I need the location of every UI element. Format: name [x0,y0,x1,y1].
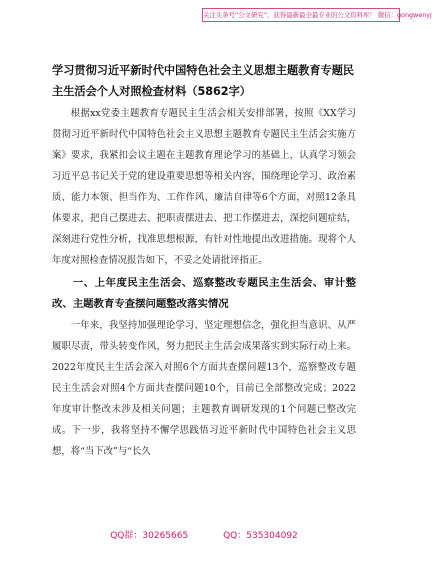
intro-paragraph: 根据xx党委主题教育专题民主生活会相关安排部署，按照《XX学习贯彻习近平新时代中国特色社会主义思想主题教育专题民主生活会实施方案》要求，我紧扣会议主题在主题教育理论学习的基础上，认真学习领会习近平总书记关于党的建设重要思想等相关内容，围绕理论学习、政治素质、能力本领、担当作为、工作作风、廉洁自律等6个方面，对照12条具体要求，把自己摆进去、把职责摆进去、把工作摆进去，深挖问题症结，深刻进行党性分析，找准思想根源，有针对性地提出改进措施。现将个人年度对照检查情况报告如下，不妥之处请批评指正。 [52,108,356,266]
section-paragraph: 一年来，我坚持加强理论学习、坚定理想信念，强化担当意识、从严履职尽责，带头转变作风，努力把民主生活会成果落实到实际行动上来。2022年度民主生活会深入对照6个方面共查摆问题13个，巡察整改专题民主生活会对照4个方面共查摆问题10个，目前已全部整改完成；2022年度审计整改未涉及相关问题；主题教育调研发现的1个问题已整改完成。下一步，我将坚持不懈学思践悟习近平新时代中国特色社会主义思想，将“当下改”与“长久 [52,320,356,457]
promo-banner: 关注头条号“公文研究”，获得最新最全最专业的公文资料库！ 微信：gongwenyj [202,8,400,22]
document-body [52,103,356,462]
document-title: 学习贯彻习近平新时代中国特色社会主义思想主题教育专题民主生活会个人对照检查材料（5862字） [52,64,355,98]
footer-contact [0,528,408,541]
qq-group-number: QQ群：30265665 [110,531,189,541]
section-heading: 一、上年度民主生活会、巡察整改专题民主生活会、审计整改、主题教育专查摆问题整改落实情况 [52,277,356,310]
qq-number: QQ：535304092 [223,531,298,541]
